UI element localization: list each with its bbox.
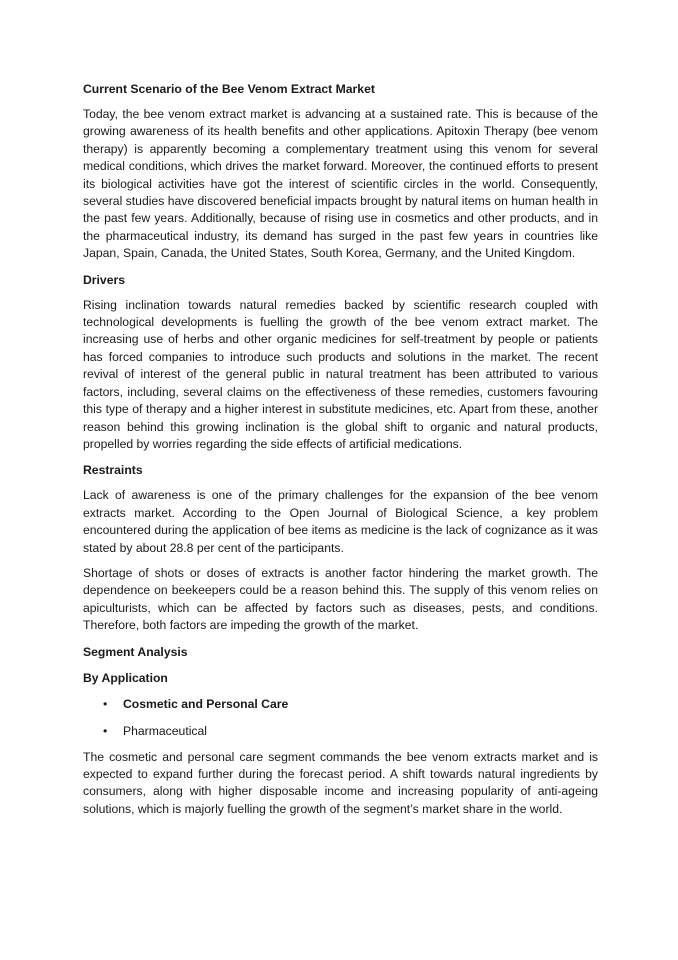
by-application-subheading: By Application <box>83 670 168 685</box>
document-title: Current Scenario of the Bee Venom Extract Market <box>83 82 375 96</box>
restraints-heading: Restraints <box>83 463 143 478</box>
list-item-label: Cosmetic and Personal Care <box>123 696 289 711</box>
application-list <box>83 695 598 740</box>
segment-analysis-heading: Segment Analysis <box>83 644 188 659</box>
list-item-label: Pharmaceutical <box>123 723 207 738</box>
list-item <box>83 722 598 740</box>
restraints-paragraph-2: Shortage of shots or doses of extracts is another factor hindering the market growth. The dependence on beekeepers could be a reason behind this. The supply of this venom relies on apiculturists, which can be affected by factors such as diseases, pests, and conditions. Therefore, both factors are impeding the growth of the market. <box>83 565 598 633</box>
bullet-icon: • <box>103 696 108 711</box>
segment-paragraph: The cosmetic and personal care segment commands the bee venom extracts market and is expected to expand further during the forecast period. A shift towards natural ingredients by consumers, along with higher disposable income and increasing popularity of anti-ageing solutions, which is majorly fuelling the growth of the segment’s market share in the world. <box>83 749 598 816</box>
restraints-paragraph-1: Lack of awareness is one of the primary challenges for the expansion of the bee venom extracts market. According to the Open Journal of Biological Science, a key problem encountered during the application of bee items as medicine is the lack of cognizance as it was stated by about 28.8 per cent of the participants. <box>83 488 598 555</box>
list-item <box>83 695 598 713</box>
drivers-heading: Drivers <box>83 272 126 287</box>
intro-paragraph: Today, the bee venom extract market is advancing at a sustained rate. This is because of the growing awareness of its health benefits and other applications. Apitoxin Therapy (bee venom therapy) is apparently becoming a complementary treatment using this venom for several medical conditions, which drives the market forward. Moreover, the continued efforts to present its biological activities have got the interest of scientific circles in the world. Consequently, several studies have discovered beneficial impacts brought by natural items on human health in the past few years. Additionally, because of rising use in cosmetics and other products, and in the pharmaceutical industry, its demand has surged in the past few years in countries like Japan, Spain, Canada, the United States, South Korea, Germany, and the United Kingdom. <box>83 107 598 261</box>
drivers-paragraph: Rising inclination towards natural remedies backed by scientific research coupled with technological developments is fuelling the growth of the bee venom extract market. The increasing use of herbs and other organic medicines for self-treatment by people or patients has forced companies to introduce such products and solutions in the market. The recent revival of interest of the general public in natural treatment has been attributed to various factors, including, several claims on the effectiveness of these remedies, customers favouring this type of therapy and a higher interest in substitute medicines, etc. Apart from these, another reason behind this growing inclination is the global shift to organic and natural products, propelled by worries regarding the side effects of artificial medications. <box>83 297 598 451</box>
document-page <box>83 80 598 826</box>
bullet-icon: • <box>103 723 108 738</box>
